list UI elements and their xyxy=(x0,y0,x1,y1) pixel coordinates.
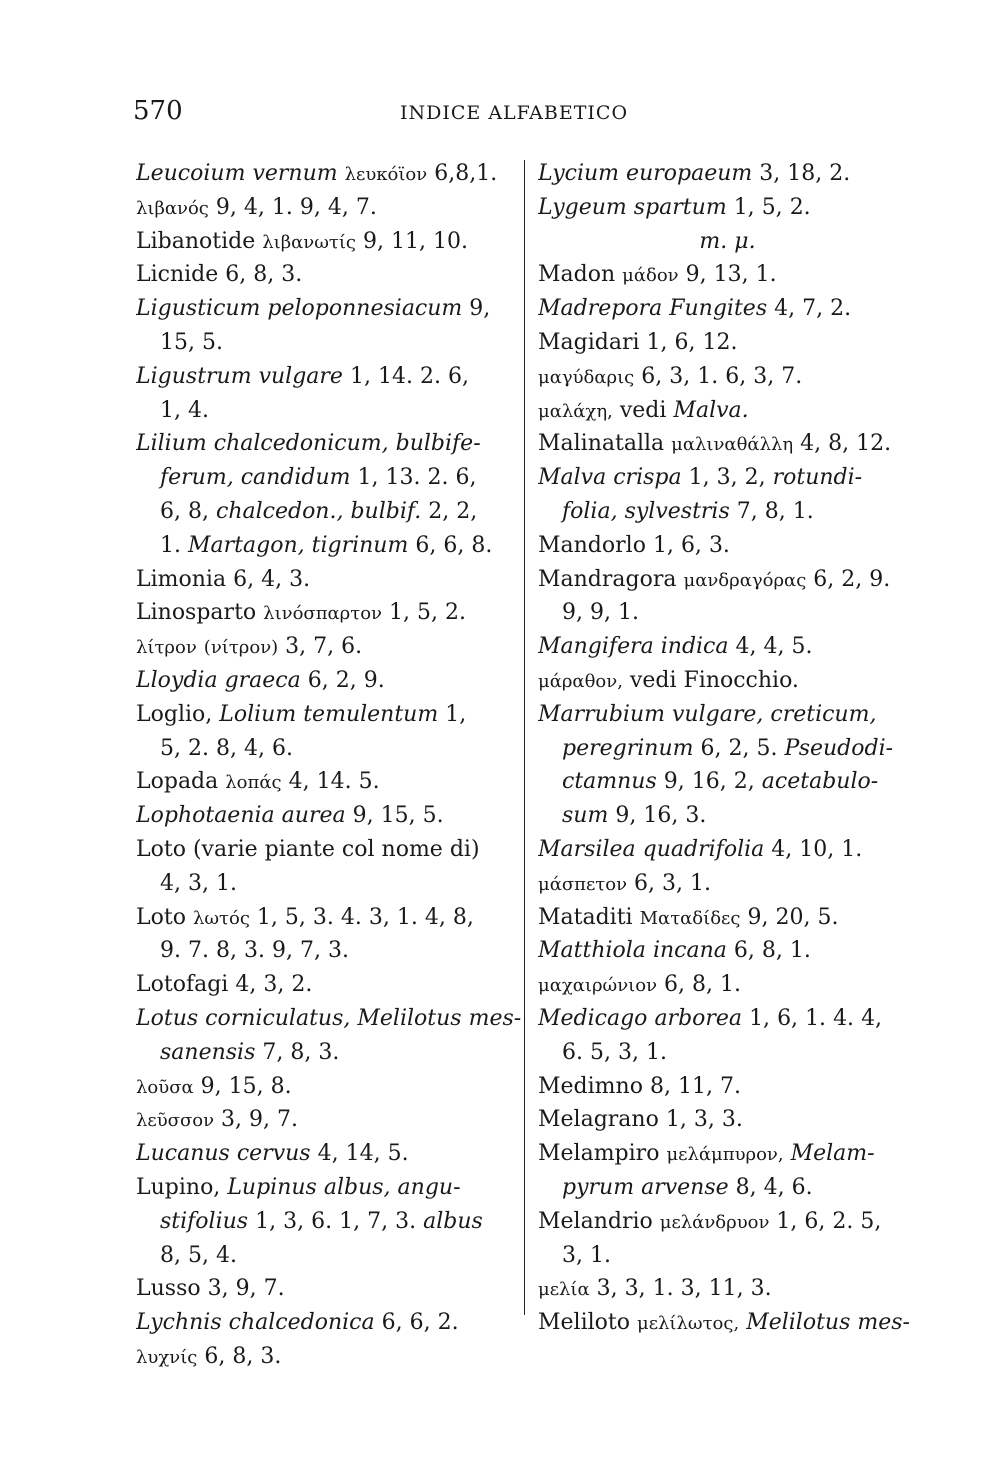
right-index-line: Melampiro μελάμπυρον, Melam- xyxy=(538,1141,875,1167)
left-index-line: Lotofagi 4, 3, 2. xyxy=(136,972,313,998)
running-title: INDICE ALFABETICO xyxy=(400,102,629,124)
right-index-line: 3, 1. xyxy=(562,1242,611,1268)
left-index-line: λίτρον (νίτρον) 3, 7, 6. xyxy=(136,634,363,660)
right-index-line: Marsilea quadrifolia 4, 10, 1. xyxy=(538,836,863,862)
right-index-line: Malinatalla μαλιναθάλλη 4, 8, 12. xyxy=(538,431,892,457)
left-index-line: λοῦσα 9, 15, 8. xyxy=(136,1073,292,1099)
right-index-line: Mangifera indica 4, 4, 5. xyxy=(538,634,813,660)
left-index-line: 6, 8, chalcedon., bulbif. 2, 2, xyxy=(160,498,478,524)
right-index-line: Mandorlo 1, 6, 3. xyxy=(538,532,730,558)
right-index-line: Malva crispa 1, 3, 2, rotundi- xyxy=(538,465,863,491)
left-index-line: Lupino, Lupinus albus, angu- xyxy=(136,1174,461,1200)
left-index-line: Limonia 6, 4, 3. xyxy=(136,566,311,592)
right-index-line: Lygeum spartum 1, 5, 2. xyxy=(538,194,811,220)
right-index-line: Madrepora Fungites 4, 7, 2. xyxy=(538,296,852,322)
left-index-line: ferum, candidum 1, 13. 2. 6, xyxy=(160,465,477,491)
right-index-line: folia, sylvestris 7, 8, 1. xyxy=(562,498,814,524)
right-index-line: μάραθον, vedi Finocchio. xyxy=(538,667,799,693)
right-index-line: 6. 5, 3, 1. xyxy=(562,1039,667,1065)
left-index-line: Loto λωτός 1, 5, 3. 4. 3, 1. 4, 8, xyxy=(136,904,474,930)
right-index-line: 9, 9, 1. xyxy=(562,600,639,626)
right-index-column xyxy=(538,157,923,1340)
left-index-line: λιβανός 9, 4, 1. 9, 4, 7. xyxy=(136,194,377,220)
right-index-line: sum 9, 16, 3. xyxy=(562,803,707,829)
right-index-line: Meliloto μελίλωτος, Melilotus mes- xyxy=(538,1310,910,1336)
left-index-line: sanensis 7, 8, 3. xyxy=(160,1039,340,1065)
right-index-line: Marrubium vulgare, creticum, xyxy=(538,701,877,727)
section-letter-heading: m. μ. xyxy=(699,228,756,254)
left-index-line: stifolius 1, 3, 6. 1, 7, 3. albus xyxy=(160,1208,483,1234)
right-index-line: μάσπετον 6, 3, 1. xyxy=(538,870,712,896)
right-index-line: Madon μάδον 9, 13, 1. xyxy=(538,262,777,288)
right-index-line: μαλάχη, vedi Malva. xyxy=(538,397,749,423)
right-index-line: Magidari 1, 6, 12. xyxy=(538,329,738,355)
column-divider xyxy=(524,160,525,1315)
left-index-line: 9. 7. 8, 3. 9, 7, 3. xyxy=(160,938,349,964)
right-index-line: ctamnus 9, 16, 2, acetabulo- xyxy=(562,769,879,795)
left-index-line: 1, 4. xyxy=(160,397,209,423)
right-index-line: peregrinum 6, 2, 5. Pseudodi- xyxy=(562,735,894,761)
left-index-line: Linosparto λινόσπαρτον 1, 5, 2. xyxy=(136,600,466,626)
left-index-line: Loto (varie piante col nome di) xyxy=(136,836,480,862)
right-index-line: Mataditi Ματαδίδες 9, 20, 5. xyxy=(538,904,839,930)
left-index-line: Lilium chalcedonicum, bulbife- xyxy=(136,431,481,457)
left-index-line: Ligustrum vulgare 1, 14. 2. 6, xyxy=(136,363,469,389)
left-index-column xyxy=(136,157,521,1374)
left-index-line: 4, 3, 1. xyxy=(160,870,237,896)
left-index-line: 8, 5, 4. xyxy=(160,1242,237,1268)
left-index-line: Lloydia graeca 6, 2, 9. xyxy=(136,667,385,693)
right-index-line: μελία 3, 3, 1. 3, 11, 3. xyxy=(538,1276,772,1302)
left-index-line: Lusso 3, 9, 7. xyxy=(136,1276,285,1302)
left-index-line: λυχνίς 6, 8, 3. xyxy=(136,1343,282,1369)
right-index-line: Medimno 8, 11, 7. xyxy=(538,1073,741,1099)
right-index-line: Melandrio μελάνδρυον 1, 6, 2. 5, xyxy=(538,1208,882,1234)
left-index-line: Lucanus cervus 4, 14, 5. xyxy=(136,1141,409,1167)
left-index-line: Libanotide λιβανωτίς 9, 11, 10. xyxy=(136,228,468,254)
page-number: 570 xyxy=(133,96,183,126)
right-index-line: Medicago arborea 1, 6, 1. 4. 4, xyxy=(538,1005,883,1031)
right-index-line: μαχαιρώνιον 6, 8, 1. xyxy=(538,972,742,998)
left-index-line: Lophotaenia aurea 9, 15, 5. xyxy=(136,803,444,829)
left-index-line: λεῦσσον 3, 9, 7. xyxy=(136,1107,299,1133)
left-index-line: 1. Martagon, tigrinum 6, 6, 8. xyxy=(160,532,493,558)
left-index-line: Loglio, Lolium temulentum 1, xyxy=(136,701,467,727)
right-index-line: Melagrano 1, 3, 3. xyxy=(538,1107,743,1133)
page-header xyxy=(0,96,1000,136)
left-index-line: 15, 5. xyxy=(160,329,223,355)
right-index-line: Mandragora μανδραγόρας 6, 2, 9. xyxy=(538,566,891,592)
left-index-line: Licnide 6, 8, 3. xyxy=(136,262,303,288)
left-index-line: Lychnis chalcedonica 6, 6, 2. xyxy=(136,1310,459,1336)
left-index-line: 5, 2. 8, 4, 6. xyxy=(160,735,293,761)
left-index-line: Lopada λοπάς 4, 14. 5. xyxy=(136,769,380,795)
right-index-line: Matthiola incana 6, 8, 1. xyxy=(538,938,811,964)
left-index-line: Ligusticum peloponnesiacum 9, xyxy=(136,296,491,322)
right-index-line: μαγύδαρις 6, 3, 1. 6, 3, 7. xyxy=(538,363,803,389)
right-index-line: pyrum arvense 8, 4, 6. xyxy=(562,1174,813,1200)
right-index-line: Lycium europaeum 3, 18, 2. xyxy=(538,161,851,186)
left-index-line: Lotus corniculatus, Melilotus mes- xyxy=(136,1005,521,1031)
left-index-line: Leucoium vernum λευκόϊον 6,8,1. xyxy=(136,161,498,186)
